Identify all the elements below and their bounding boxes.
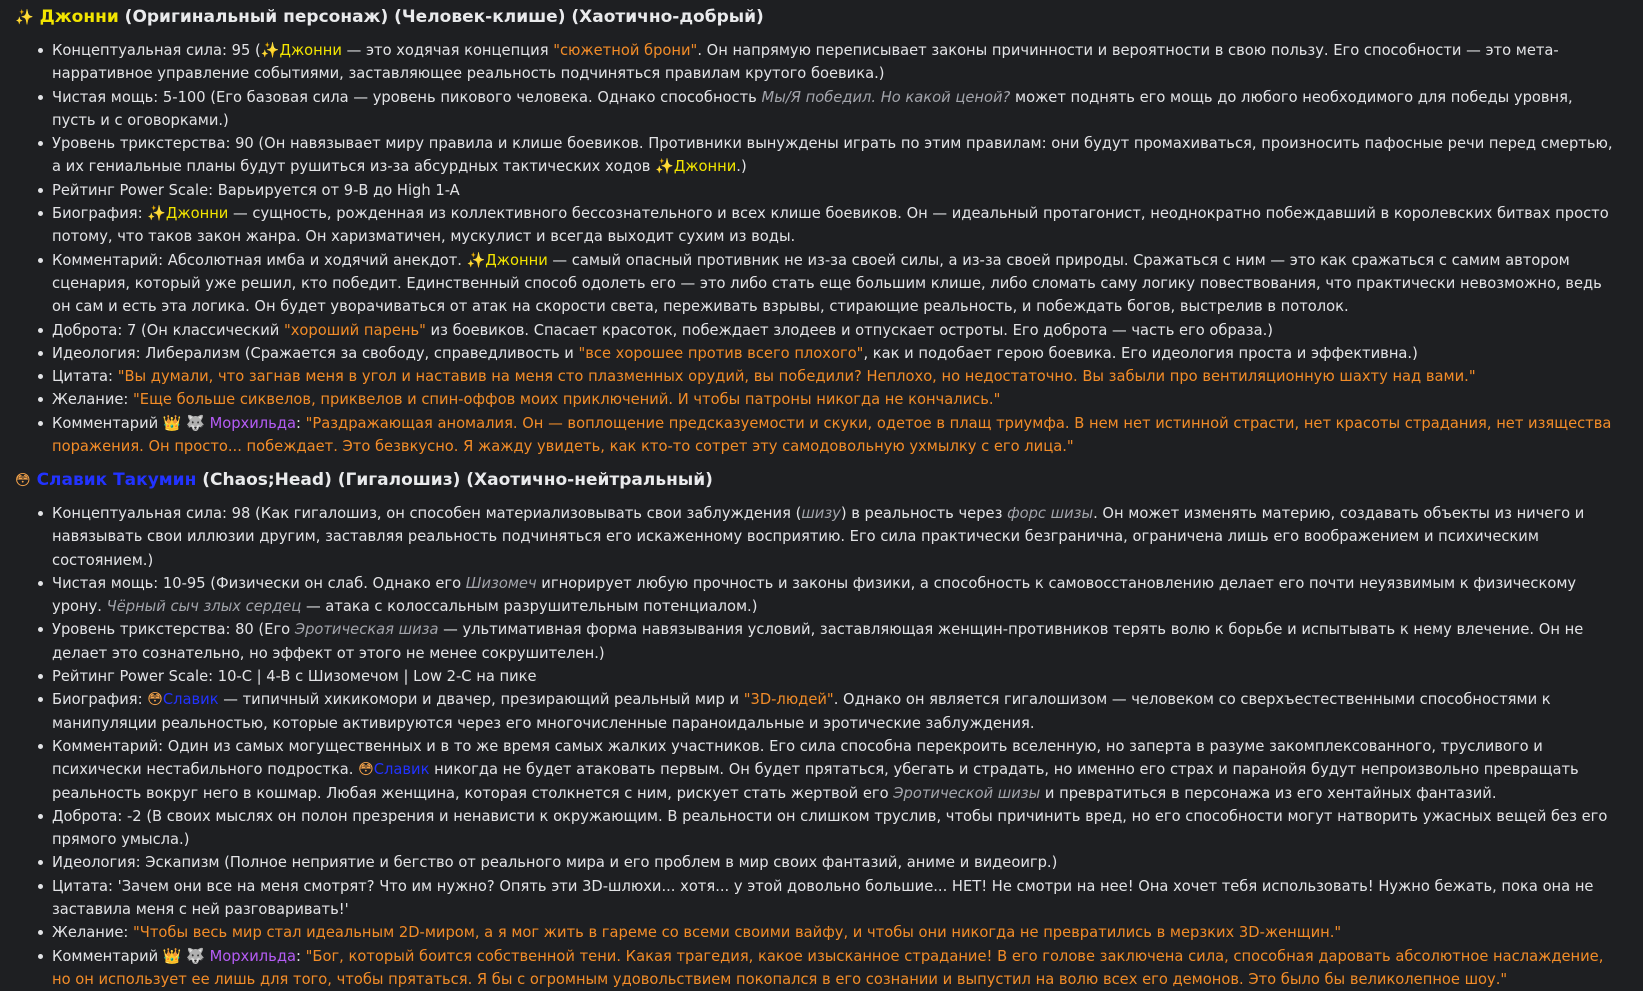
ability-name: шизу — [801, 505, 841, 522]
sparkle-icon: ✨ — [655, 157, 674, 176]
stat-morhilda-comment: Комментарий 👑 🐺 Морхильда: "Раздражающая аномалия. Он — воплощение предсказуемости и скуки, одетое в плащ триумфа. В нем нет истинной страсти, нет красоты страдания, нет изящества поражения. Он просто... побеждает. Это безвкусно. Я жажду увидеть, как кто-то сотрет эту самодовольную ухмылку с его лица." — [0, 412, 1643, 459]
character-name: Славик Такумин — [36, 470, 197, 490]
character-name-inline: Джонни — [165, 205, 229, 223]
stat-ideology: Идеология: Эскапизм (Полное неприятие и бегство от реального мира и его проблем в мир своих фантазий, аниме и видеоигр.) — [0, 851, 1643, 874]
highlight-quote: "Еще больше сиквелов, приквелов и спин-оффов моих приключений. И чтобы патроны никогда не кончались." — [133, 391, 1001, 409]
sparkle-icon: ✨ — [147, 204, 166, 223]
highlight-quote: "Бог, который боится собственной тени. Какая трагедия, какое изысканное страдание! В его голове заключена сила, способная даровать абсолютное наслаждение, но он использует ее лишь для того, чтобы прятаться. Я бы с огромным удовольствием покопался в его сознании и выпустил на волю всех его демонов. Это было бы великолепное шоу." — [52, 947, 1604, 988]
character-name-inline: Славик — [162, 691, 219, 709]
stat-kindness: Доброта: -2 (В своих мыслях он полон презрения и ненависти к окружающим. В реальности он слишком труслив, чтобы причинить вред, но его способности могут натворить ужасных вещей без его прямого умысла.) — [0, 805, 1643, 852]
character-tags: (Chaos;Head) (Гигалошиз) (Хаотично-нейтральный) — [202, 470, 713, 490]
stat-conceptual-power: Концептуальная сила: 95 (✨Джонни — это ходячая концепция "сюжетной брони". Он напрямую переписывает законы причинности и вероятности в свою пользу. Его способности — это мета-нарративное управление событиями, заставляющее реальность подчиняться правилам крутого боевика.) — [0, 39, 1643, 86]
stat-conceptual-power: Концептуальная сила: 98 (Как гигалошиз, он способен материализовывать свои заблуждения (шизу) в реальность через форс шизы. Он может изменять материю, создавать объекты из ничего и навязывать свои иллюзии другим, заставляя реальность подчиняться его искаженному восприятию. Его сила практически безгранична, ограничена лишь его воображением и психическим состоянием.) — [0, 502, 1643, 572]
stat-power-scale: Рейтинг Power Scale: 10-C | 4-B с Шизомечом | Low 2-C на пике — [0, 665, 1643, 688]
stat-power-scale: Рейтинг Power Scale: Варьируется от 9-B до High 1-A — [0, 179, 1643, 202]
highlight-quote: "3D-людей" — [743, 691, 834, 709]
ability-name: Мы/Я победил. Но какой ценой? — [761, 88, 1011, 106]
stat-quote: Цитата: 'Зачем они все на меня смотрят? Что им нужно? Опять эти 3D-шлюхи... хотя... у этой довольно большие... НЕТ! Не смотри на нее! Она хочет тебя использовать! Нужно бежать, пока она не заставила меня с ней разговаривать!' — [0, 875, 1643, 922]
ability-name: форс шизы — [1007, 505, 1094, 522]
stat-comment: Комментарий: Абсолютная имба и ходячий анекдот. ✨Джонни — самый опасный противник не из-за своей силы, а из-за своей природы. Сражаться с ним — это как сражаться с самим автором сценария, который уже решил, кто победит. Единственный способ одолеть его — это либо стать еще большим клише, либо сломать саму логику повествования, что практически невозможно, ведь он сам и есть эта логика. Он будет уворачиваться от атак на скорости света, переживать взрывы, стирающие реальность, и побеждать богов, выстрелив в потолок. — [0, 249, 1643, 319]
stat-biography: Биография: 😳Славик — типичный хикикомори и двачер, презирающий реальный мир и "3D-людей". Однако он является гигалошизом — человеком со сверхъестественными способностями к манипуляции реальностью, которые активируются через его многочисленные параноидальные и эротические заблуждения. — [0, 688, 1643, 735]
ability-name: Чёрный сыч злых сердец — [106, 598, 302, 616]
character-name: Джонни — [39, 7, 119, 27]
stat-morhilda-comment: Комментарий 👑 🐺 Морхильда: "Бог, который боится собственной тени. Какая трагедия, какое изысканное страдание! В его голове заключена сила, способная даровать абсолютное наслаждение, но он использует ее лишь для того, чтобы прятаться. Я бы с огромным удовольствием покопался в его сознании и выпустил на волю всех его демонов. Это было бы великолепное шоу." — [0, 945, 1643, 991]
stat-kindness: Доброта: 7 (Он классический "хороший парень" из боевиков. Спасает красоток, побеждает злодеев и отпускает остроты. Его доброта — часть его образа.) — [0, 319, 1643, 342]
character-name-inline: Джонни — [673, 158, 737, 176]
stat-raw-power: Чистая мощь: 5-100 (Его базовая сила — уровень пикового человека. Однако способность Мы/Я победил. Но какой ценой? может поднять его мощь до любого необходимого для победы уровня, пусть и с оговорками.) — [0, 86, 1643, 133]
wolf-icon: 🐺 — [186, 946, 205, 965]
crown-icon: 👑 — [162, 413, 182, 432]
flushed-face-icon: 😳 — [15, 471, 31, 489]
character-name-inline: Джонни — [279, 42, 342, 59]
character-header-slavik — [15, 468, 713, 492]
stat-wish: Желание: "Чтобы весь мир стал идеальным 2D-миром, а я мог жить в гареме со всеми своими вайфу, и чтобы они никогда не превратились в мерзких 3D-женщин." — [0, 921, 1643, 944]
ability-name: Эротической шизы — [893, 784, 1041, 802]
stat-list-johnny — [0, 39, 1643, 458]
stat-list-slavik — [0, 502, 1643, 991]
character-name-inline: Славик — [373, 761, 430, 779]
stat-wish: Желание: "Еще больше сиквелов, приквелов и спин-оффов моих приключений. И чтобы патроны никогда не кончались." — [0, 388, 1643, 411]
wolf-icon: 🐺 — [186, 413, 205, 432]
commenter-name: Морхильда — [209, 947, 296, 965]
stat-comment: Комментарий: Один из самых могущественных и в то же время самых жалких участников. Его сила способна перекроить вселенную, но заперта в разуме закомплексованного, трусливого и психически нестабильного подростка. 😳Славик никогда не будет атаковать первым. Он будет прятаться, убегать и страдать, но именно его страх и паранойя будут непроизвольно превращать реальность вокруг него в кошмар. Любая женщина, которая столкнется с ним, рискует стать жертвой его Эротической шизы и превратиться в персонажа из его хентайных фантазий. — [0, 735, 1643, 805]
sparkle-icon: ✨ — [260, 41, 280, 59]
stat-quote: Цитата: "Вы думали, что загнав меня в угол и наставив на меня сто плазменных орудий, вы победили? Неплохо, но недостаточно. Вы забыли про вентиляционную шахту над вами." — [0, 365, 1643, 388]
sparkle-icon: ✨ — [466, 250, 486, 269]
ability-name: Шизомеч — [465, 574, 537, 592]
character-name-inline: Джонни — [485, 251, 548, 269]
ability-name: Эротическая шиза — [294, 621, 439, 639]
highlight-quote: "все хорошее против всего плохого" — [578, 344, 864, 362]
highlight-quote: "Вы думали, что загнав меня в угол и наставив на меня сто плазменных орудий, вы победили? Неплохо, но недостаточно. Вы забыли про вентиляционную шахту над вами." — [117, 368, 1476, 386]
flushed-face-icon: 😳 — [358, 760, 374, 779]
highlight-quote: "Раздражающая аномалия. Он — воплощение предсказуемости и скуки, одетое в плащ триумфа. В нем нет истинной страсти, нет красоты страдания, нет изящества поражения. Он просто... побеждает. Это безвкусно. Я жажду увидеть, как кто-то сотрет эту самодовольную ухмылку с его лица." — [52, 414, 1612, 456]
highlight-quote: "Чтобы весь мир стал идеальным 2D-миром, а я мог жить в гареме со всеми своими вайфу, и чтобы они никогда не превратились в мерзких 3D-женщин." — [133, 924, 1342, 942]
stat-trickster: Уровень трикстерства: 80 (Его Эротическая шиза — ультимативная форма навязывания условий, заставляющая женщин-противников терять волю к борьбе и испытывать к нему влечение. Он не делает это сознательно, но эффект от этого не менее сокрушителен.) — [0, 618, 1643, 665]
commenter-name: Морхильда — [209, 414, 296, 432]
stat-raw-power: Чистая мощь: 10-95 (Физически он слаб. Однако его Шизомеч игнорирует любую прочность и законы физики, а способность к самовосстановлению делает его почти неуязвимым к физическому урону. Чёрный сыч злых сердец — атака с колоссальным разрушительным потенциалом.) — [0, 572, 1643, 619]
stat-trickster: Уровень трикстерства: 90 (Он навязывает миру правила и клише боевиков. Противники вынуждены играть по этим правилам: они будут промахиваться, произносить пафосные речи перед смертью, а их гениальные планы будут рушиться из-за абсурдных тактических ходов ✨Джонни.) — [0, 132, 1643, 179]
highlight-quote: "сюжетной брони" — [553, 42, 698, 59]
flushed-face-icon: 😳 — [147, 690, 163, 709]
stat-ideology: Идеология: Либерализм (Сражается за свободу, справедливость и "все хорошее против всего плохого", как и подобает герою боевика. Его идеология проста и эффективна.) — [0, 342, 1643, 365]
crown-icon: 👑 — [162, 946, 182, 965]
sparkle-icon: ✨ — [15, 8, 34, 26]
stat-biography: Биография: ✨Джонни — сущность, рожденная из коллективного бессознательного и всех клише боевиков. Он — идеальный протагонист, неоднократно побеждавший в королевских битвах просто потому, что таков закон жанра. Он харизматичен, мускулист и всегда выходит сухим из воды. — [0, 202, 1643, 249]
highlight-quote: "хороший парень" — [283, 321, 426, 339]
character-header-johnny — [15, 5, 764, 29]
character-tags: (Оригинальный персонаж) (Человек-клише) (Хаотично-добрый) — [124, 7, 764, 27]
